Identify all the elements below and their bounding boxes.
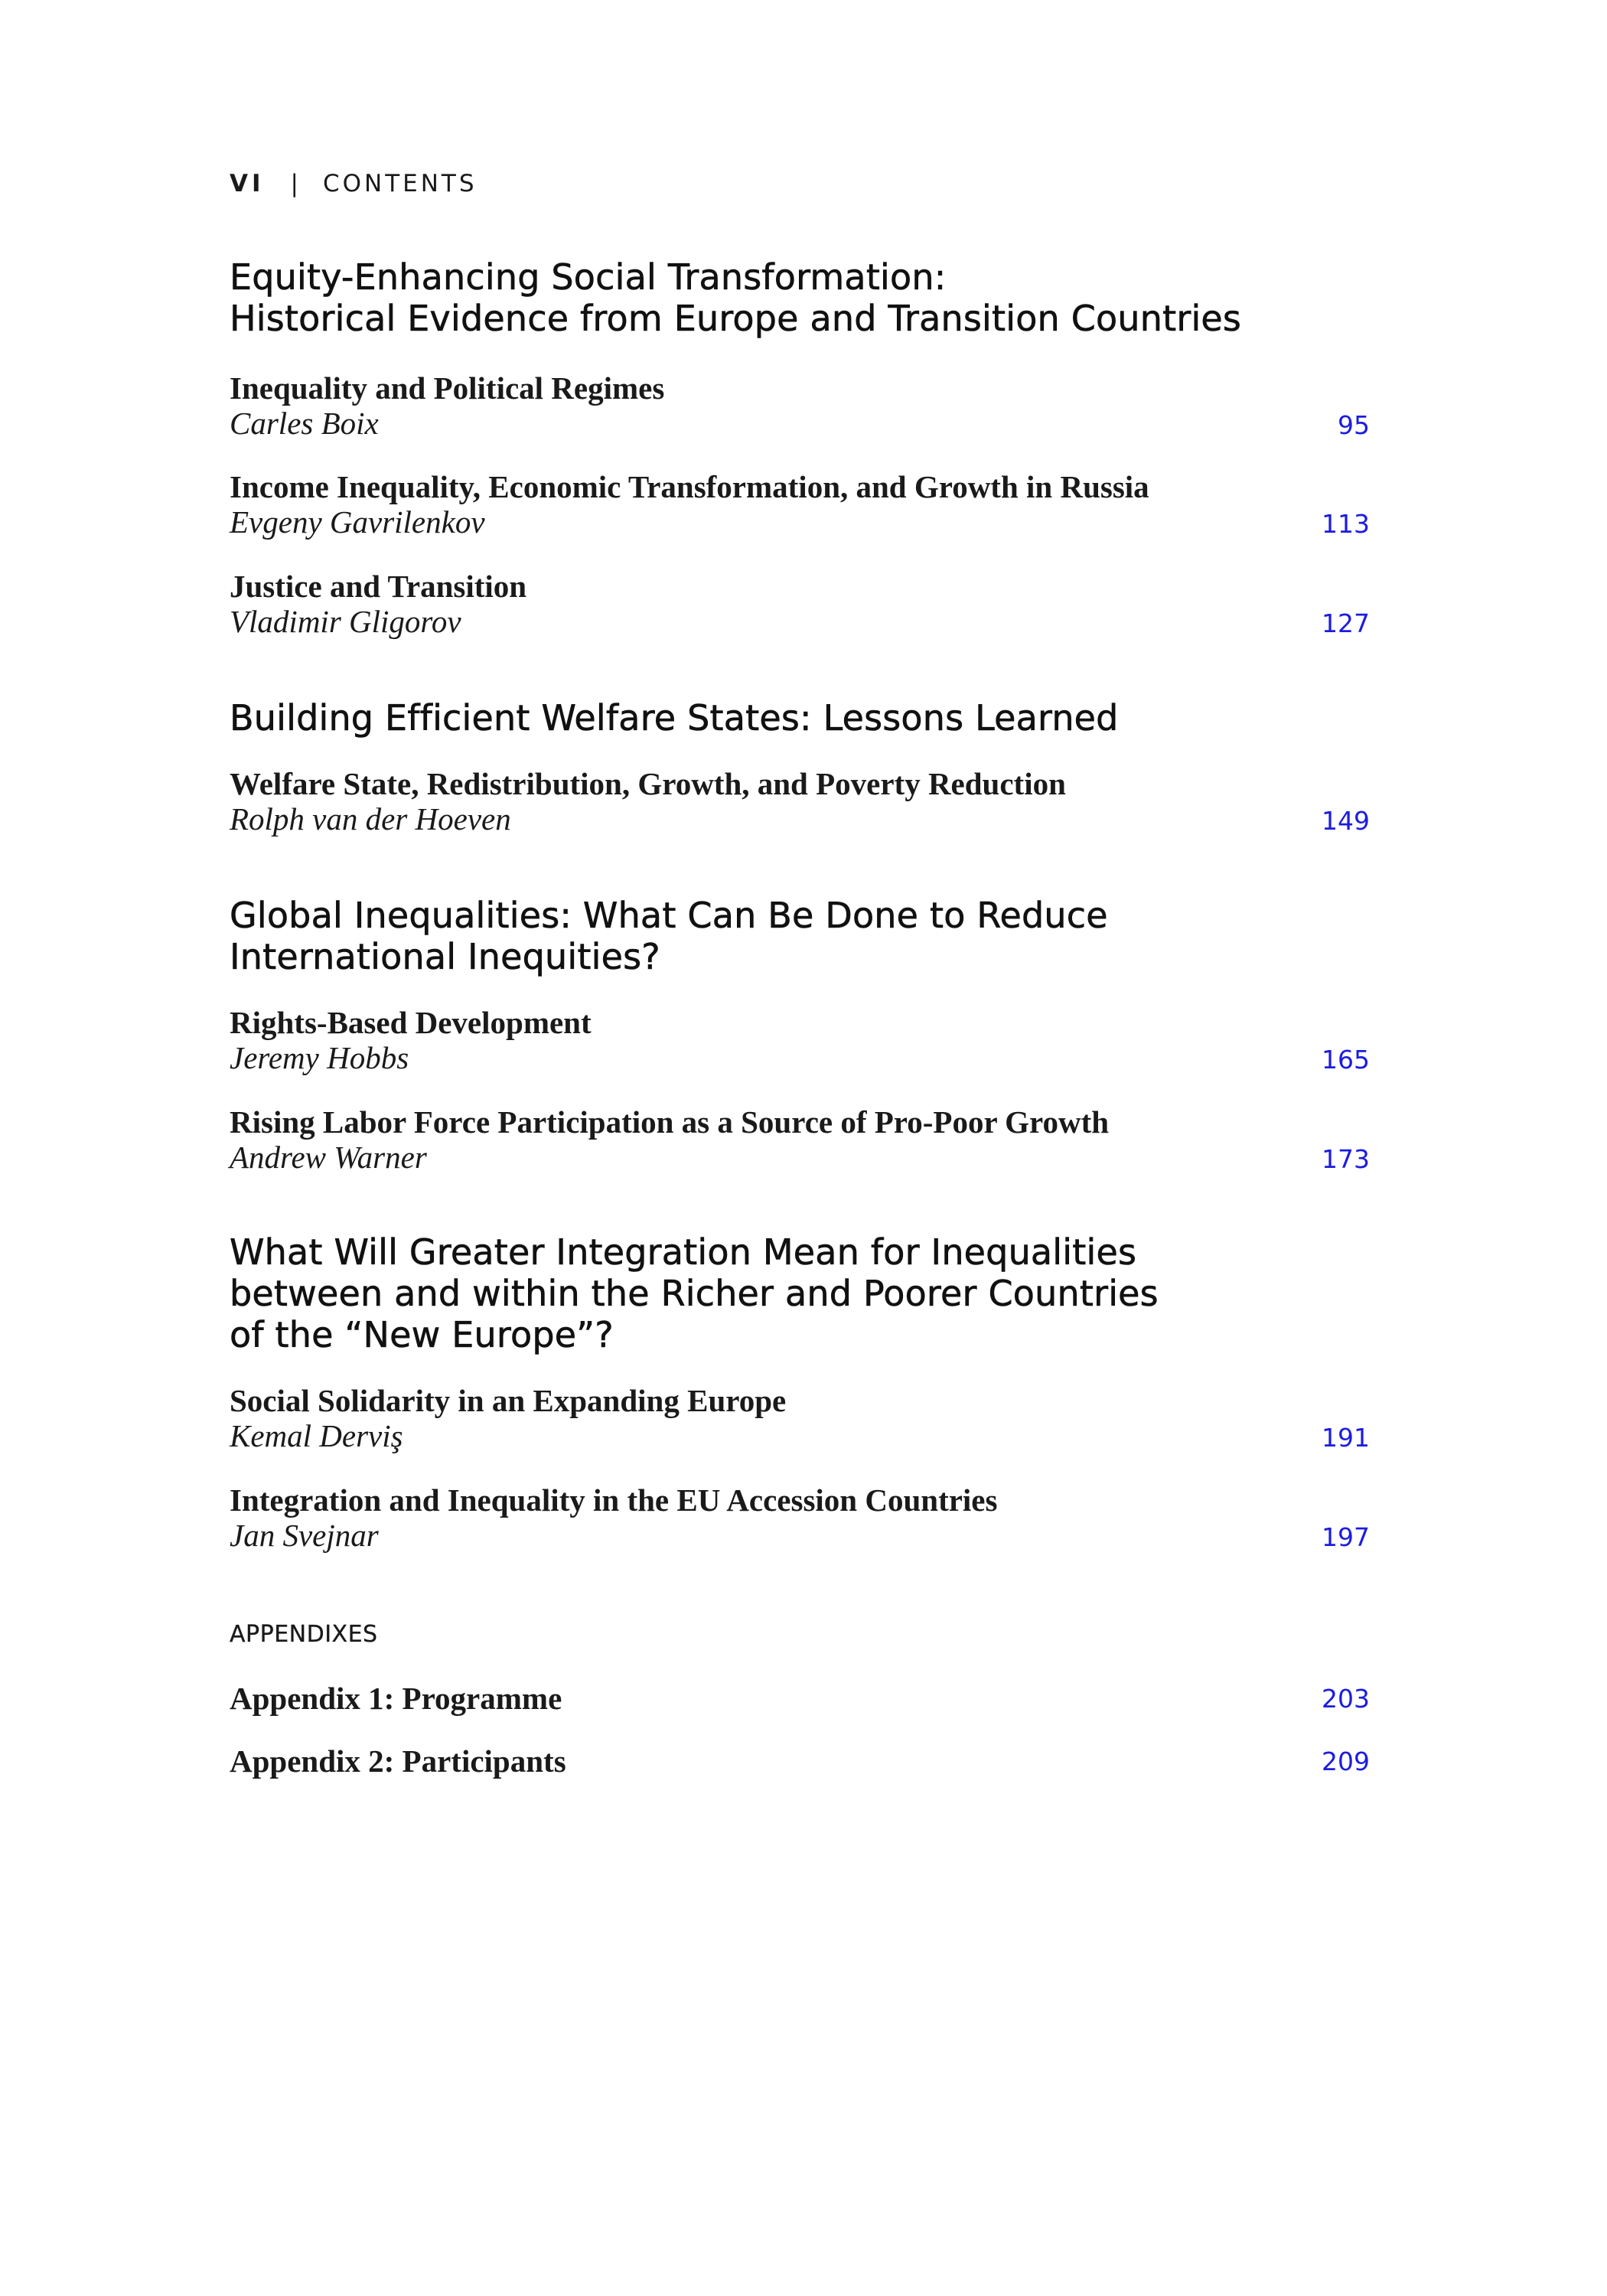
entry-author: Andrew Warner bbox=[230, 1140, 427, 1175]
section-title-line: of the “New Europe”? bbox=[230, 1314, 614, 1355]
appendix-entry[interactable] bbox=[230, 1743, 1370, 1782]
appendix-title: Appendix 1: Programme bbox=[230, 1681, 562, 1716]
entry-title: Justice and Transition bbox=[230, 569, 527, 604]
header-separator: | bbox=[290, 170, 302, 197]
toc-entry[interactable] bbox=[230, 766, 1370, 843]
section-heading bbox=[230, 697, 1370, 739]
entry-author: Evgeny Gavrilenkov bbox=[230, 504, 485, 540]
appendix-title: Appendix 2: Participants bbox=[230, 1743, 566, 1779]
toc-entry[interactable] bbox=[230, 1104, 1370, 1181]
toc-entry[interactable] bbox=[230, 1482, 1370, 1559]
page-number-link[interactable]: 127 bbox=[1322, 608, 1370, 638]
page-folio: VI bbox=[230, 170, 265, 197]
section-title bbox=[230, 895, 1370, 977]
section-title-line: What Will Greater Integration Mean for Inequalities bbox=[230, 1231, 1137, 1273]
page-number-link[interactable]: 173 bbox=[1322, 1144, 1370, 1174]
entry-author: Jeremy Hobbs bbox=[230, 1040, 409, 1075]
section-title bbox=[230, 1231, 1370, 1355]
section-title-line: Building Efficient Welfare States: Lessons Learned bbox=[230, 697, 1119, 739]
section-title-line: International Inequities? bbox=[230, 936, 660, 977]
entry-title: Rights-Based Development bbox=[230, 1005, 592, 1040]
entry-title: Social Solidarity in an Expanding Europe bbox=[230, 1383, 787, 1418]
entry-author: Carles Boix bbox=[230, 406, 379, 441]
page-number-link[interactable]: 113 bbox=[1322, 509, 1370, 539]
section-title-line: Equity-Enhancing Social Transformation: bbox=[230, 256, 947, 298]
running-head bbox=[230, 170, 478, 197]
entry-title: Integration and Inequality in the EU Accession Countries bbox=[230, 1482, 998, 1518]
entry-title: Rising Labor Force Participation as a Source of Pro-Poor Growth bbox=[230, 1104, 1110, 1140]
header-label: CONTENTS bbox=[322, 170, 478, 197]
section-title-line: Global Inequalities: What Can Be Done to Reduce bbox=[230, 895, 1108, 936]
section-heading bbox=[230, 256, 1370, 339]
toc-entry[interactable] bbox=[230, 1005, 1370, 1081]
page-number-link[interactable]: 209 bbox=[1322, 1746, 1370, 1776]
entry-title: Income Inequality, Economic Transformation, and Growth in Russia bbox=[230, 469, 1149, 504]
toc-entry[interactable] bbox=[230, 469, 1370, 546]
entry-author: Vladimir Gligorov bbox=[230, 604, 461, 639]
appendixes-label: APPENDIXES bbox=[230, 1621, 378, 1648]
section-title-line: Historical Evidence from Europe and Transition Countries bbox=[230, 298, 1242, 339]
toc-entry[interactable] bbox=[230, 569, 1370, 645]
entry-title: Inequality and Political Regimes bbox=[230, 370, 665, 406]
page-number-link[interactable]: 165 bbox=[1322, 1045, 1370, 1075]
entry-author: Kemal Derviş bbox=[230, 1418, 403, 1453]
section-title bbox=[230, 697, 1370, 739]
section-title bbox=[230, 256, 1370, 339]
section-heading bbox=[230, 1231, 1370, 1355]
toc-entry[interactable] bbox=[230, 1383, 1370, 1459]
section-title-line: between and within the Richer and Poorer Countries bbox=[230, 1273, 1159, 1314]
entry-title: Welfare State, Redistribution, Growth, and Poverty Reduction bbox=[230, 766, 1066, 801]
page-number-link[interactable]: 191 bbox=[1322, 1423, 1370, 1453]
page-number-link[interactable]: 203 bbox=[1322, 1684, 1370, 1714]
toc-entry[interactable] bbox=[230, 370, 1370, 447]
page-number-link[interactable]: 149 bbox=[1322, 806, 1370, 836]
entry-author: Jan Svejnar bbox=[230, 1518, 379, 1553]
contents-page bbox=[230, 0, 1370, 2296]
section-heading bbox=[230, 895, 1370, 977]
entry-author: Rolph van der Hoeven bbox=[230, 801, 511, 837]
appendix-entry[interactable] bbox=[230, 1681, 1370, 1719]
page-number-link[interactable]: 95 bbox=[1338, 410, 1370, 440]
page-number-link[interactable]: 197 bbox=[1322, 1522, 1370, 1552]
